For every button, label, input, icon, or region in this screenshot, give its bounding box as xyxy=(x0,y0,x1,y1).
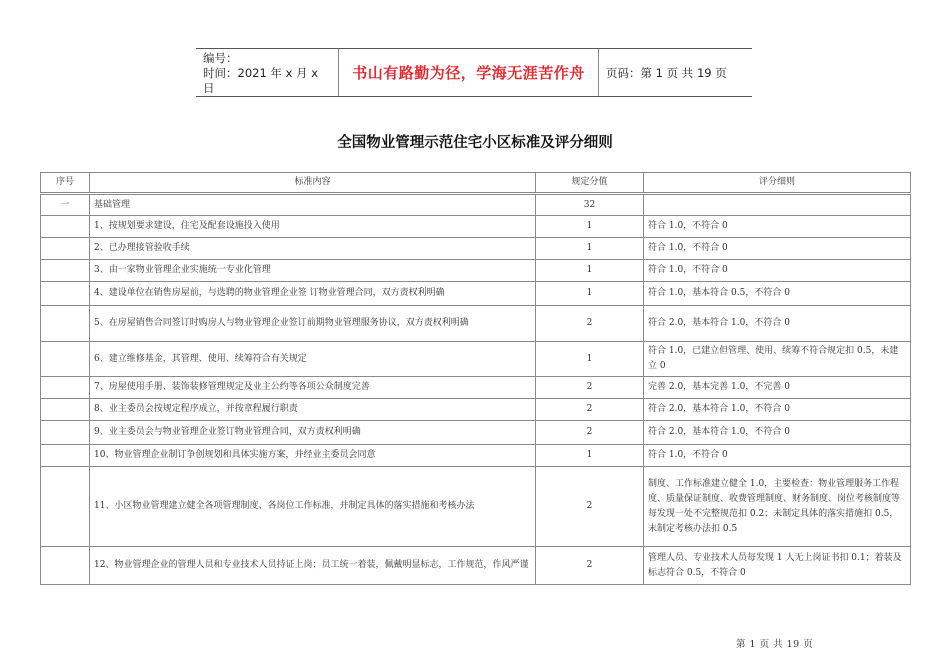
row-score: 1 xyxy=(536,342,644,377)
page-footer: 第 1 页 共 19 页 xyxy=(736,639,814,650)
row-number xyxy=(41,342,90,377)
table-row xyxy=(41,238,911,260)
row-content: 4、建设单位在销售房屋前，与选聘的物业管理企业签 订物业管理合同，双方责权利明确 xyxy=(90,282,536,306)
document-date: 时间：2021 年 x 月 x 日 xyxy=(203,66,318,95)
column-header-score: 规定分值 xyxy=(536,173,644,194)
row-content: 11、小区物业管理建立健全各项管理制度、各岗位工作标准，并制定具体的落实措施和考核办法 xyxy=(90,467,536,547)
row-content: 6、建立维修基金，其管理、使用、续筹符合有关规定 xyxy=(90,342,536,377)
row-score: 2 xyxy=(536,467,644,547)
row-detail: 管理人员、专业技术人员每发现 1 人无上岗证书扣 0.1；着装及标志符合 0.5，不符合 0 xyxy=(644,547,911,585)
table-row xyxy=(41,306,911,342)
standards-table xyxy=(40,172,911,585)
table-row xyxy=(41,216,911,238)
row-content: 12、物业管理企业的管理人员和专业技术人员持证上岗；员工统一着装，佩戴明显标志，工作规范，作风严谨 xyxy=(90,547,536,585)
table-row xyxy=(41,445,911,467)
row-detail: 符合 2.0，基本符合 1.0，不符合 0 xyxy=(644,421,911,445)
row-detail: 符合 1.0，不符合 0 xyxy=(644,260,911,282)
row-score: 1 xyxy=(536,216,644,238)
row-content: 2、已办理接管验收手续 xyxy=(90,238,536,260)
table-row xyxy=(41,399,911,421)
table-row xyxy=(41,260,911,282)
row-score: 1 xyxy=(536,238,644,260)
column-header-detail: 评分细则 xyxy=(644,173,911,194)
row-score: 2 xyxy=(536,421,644,445)
table-row xyxy=(41,342,911,377)
header-page-info: 页码：第 1 页 共 19 页 xyxy=(606,65,727,80)
row-number xyxy=(41,216,90,238)
row-number xyxy=(41,238,90,260)
row-content: 基础管理 xyxy=(90,194,536,216)
row-detail xyxy=(644,194,911,216)
table-row xyxy=(41,377,911,399)
row-score: 2 xyxy=(536,377,644,399)
row-score: 32 xyxy=(536,194,644,216)
row-detail: 制度、工作标准建立健全 1.0，主要检查：物业管理服务工作程度、质量保证制度、收费管理制度、财务制度、岗位考核制度等每发现一处不完整规范扣 0.2；未制定具体的落实措施扣 0.5，未制定考核办法扣 0.5 xyxy=(644,467,911,547)
document-title: 全国物业管理示范住宅小区标准及评分细则 xyxy=(337,135,613,151)
row-detail: 符合 2.0，基本符合 1.0，不符合 0 xyxy=(644,399,911,421)
row-detail: 符合 1.0，已建立但管理、使用、续筹不符合规定扣 0.5，未建立 0 xyxy=(644,342,911,377)
row-detail: 符合 1.0，基本符合 0.5，不符合 0 xyxy=(644,282,911,306)
row-detail: 完善 2.0，基本完善 1.0，不完善 0 xyxy=(644,377,911,399)
row-detail: 符合 1.0，不符合 0 xyxy=(644,216,911,238)
row-content: 3、由一家物业管理企业实施统一专业化管理 xyxy=(90,260,536,282)
table-row xyxy=(41,547,911,585)
row-score: 1 xyxy=(536,282,644,306)
row-number xyxy=(41,547,90,585)
table-row xyxy=(41,467,911,547)
row-number xyxy=(41,260,90,282)
table-header-row xyxy=(41,173,911,194)
table-row xyxy=(41,421,911,445)
column-header-number: 序号 xyxy=(41,173,90,194)
row-number xyxy=(41,421,90,445)
table-row xyxy=(41,282,911,306)
row-detail: 符合 1.0，不符合 0 xyxy=(644,445,911,467)
header-motto: 书山有路勤为径，学海无涯苦作舟 xyxy=(339,49,599,96)
row-number xyxy=(41,445,90,467)
row-score: 1 xyxy=(536,445,644,467)
row-detail: 符合 1.0，不符合 0 xyxy=(644,238,911,260)
row-content: 5、在房屋销售合同签订时购房人与物业管理企业签订前期物业管理服务协议，双方责权利明确 xyxy=(90,306,536,342)
row-content: 1、按规划要求建设，住宅及配套设施投入使用 xyxy=(90,216,536,238)
row-number xyxy=(41,306,90,342)
row-number: 一 xyxy=(41,194,90,216)
row-detail: 符合 2.0，基本符合 1.0，不符合 0 xyxy=(644,306,911,342)
table-row xyxy=(41,194,911,216)
document-header xyxy=(196,48,752,97)
row-content: 10、物业管理企业制订争创规划和具体实施方案，并经业主委员会同意 xyxy=(90,445,536,467)
row-score: 2 xyxy=(536,306,644,342)
column-header-content: 标准内容 xyxy=(90,173,536,194)
row-content: 7、房屋使用手册、装饰装修管理规定及业主公约等各项公众制度完善 xyxy=(90,377,536,399)
row-score: 2 xyxy=(536,399,644,421)
row-score: 2 xyxy=(536,547,644,585)
row-number xyxy=(41,377,90,399)
row-number xyxy=(41,467,90,547)
row-number xyxy=(41,399,90,421)
header-meta xyxy=(196,49,339,96)
row-content: 9、业主委员会与物业管理企业签订物业管理合同，双方责权利明确 xyxy=(90,421,536,445)
row-score: 1 xyxy=(536,260,644,282)
document-number-label: 编号： xyxy=(203,51,238,65)
row-number xyxy=(41,282,90,306)
row-content: 8、业主委员会按规定程序成立，并按章程履行职责 xyxy=(90,399,536,421)
